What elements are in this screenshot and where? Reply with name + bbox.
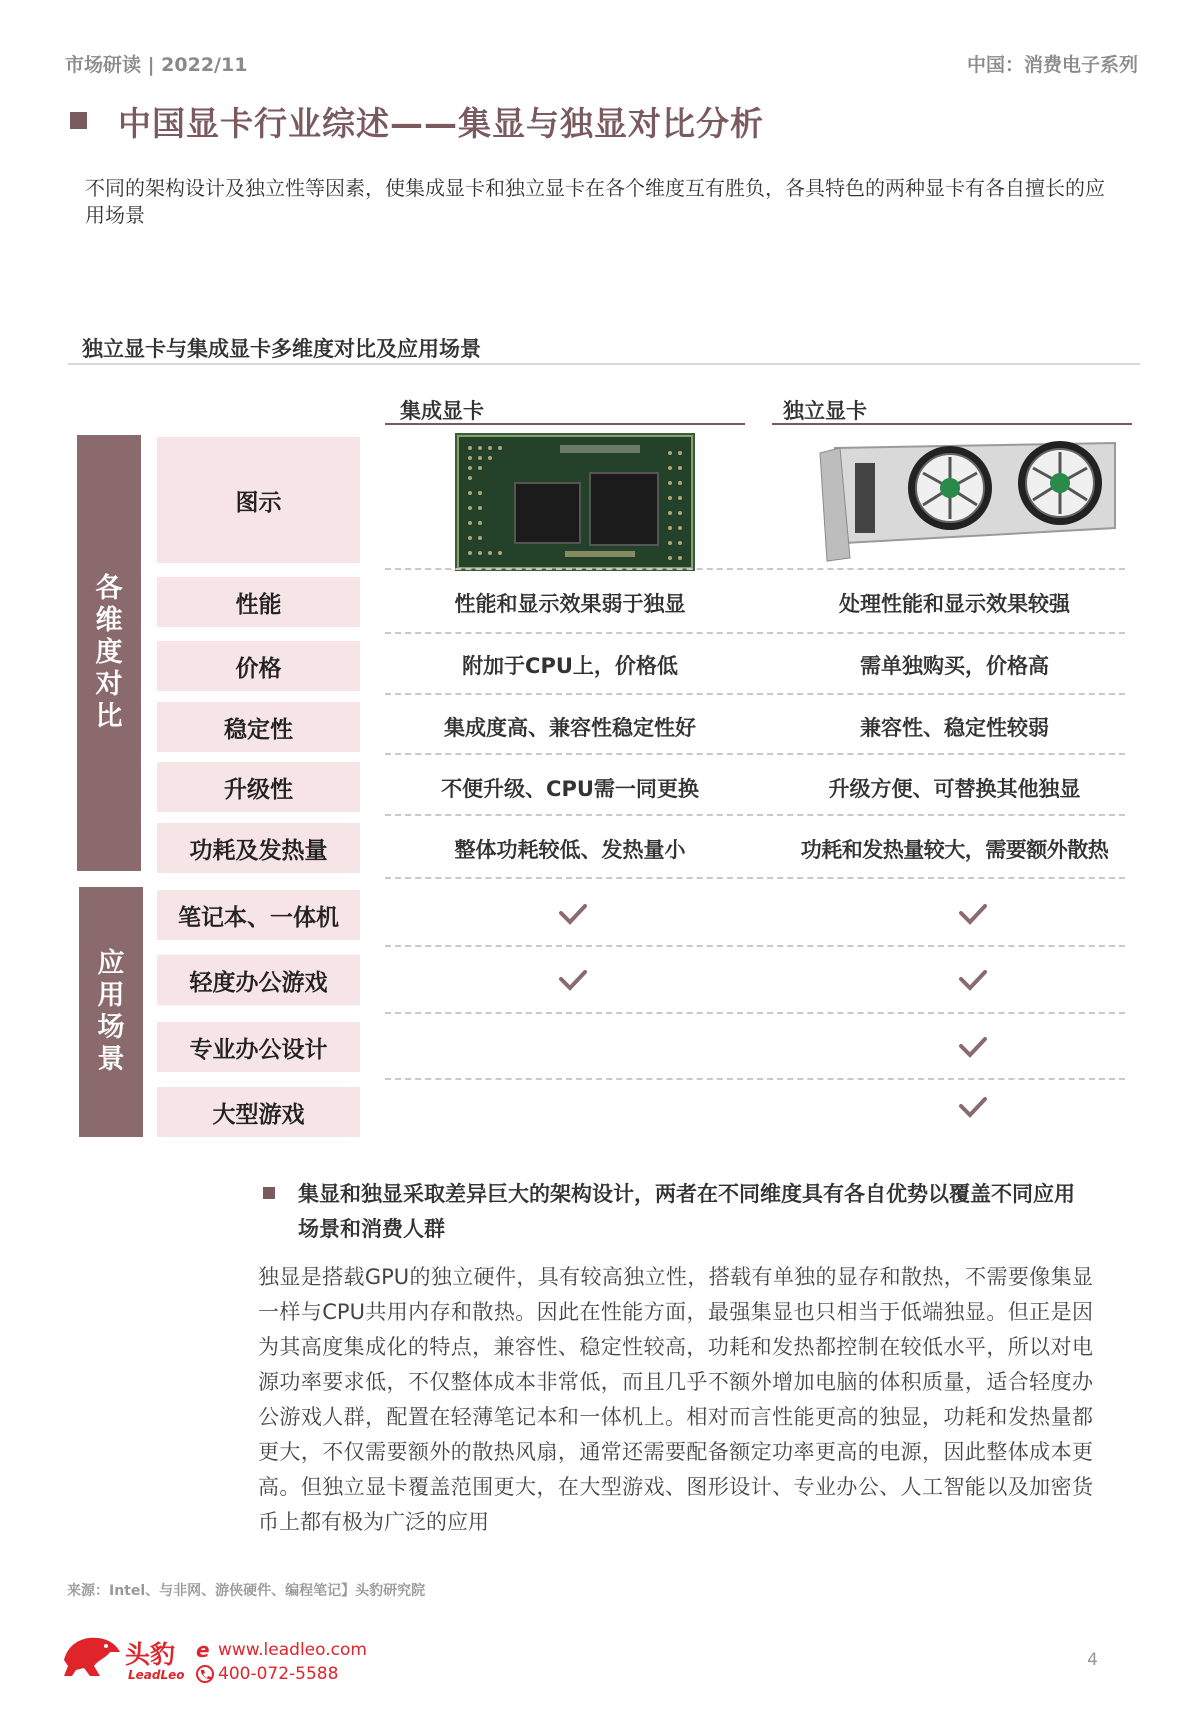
leopard-logo-icon [60, 1630, 122, 1678]
check-icon [958, 1035, 988, 1059]
phone-icon [195, 1664, 215, 1684]
row-divider [385, 693, 1125, 695]
discrete-gpu-card-image [815, 433, 1125, 563]
bullet-heading: 集显和独显采取差异巨大的架构设计，两者在不同维度具有各自优势以覆盖不同应用场景和消费人群 [298, 1182, 1075, 1241]
cell-discrete-stability: 兼容性、稳定性较弱 [860, 716, 1049, 740]
cell-integrated-stability: 集成度高、兼容性稳定性好 [444, 716, 696, 740]
row-divider [385, 877, 1125, 879]
row-label-power: 功耗及发热量 [157, 823, 360, 873]
web-e-icon [195, 1640, 215, 1660]
intro-paragraph: 不同的架构设计及独立性等因素，使集成显卡和独立显卡在各个维度互有胜负，各具特色的两种显卡有各自擅长的应用场景 [85, 176, 1105, 227]
page-number: 4 [1087, 1650, 1098, 1670]
header-left: 市场研读 | 2022/11 [65, 54, 248, 76]
check-icon [558, 902, 588, 926]
phone-number: 400-072-5588 [218, 1664, 339, 1684]
row-label-diagram: 图示 [157, 437, 360, 563]
row-label-stability: 稳定性 [157, 702, 360, 752]
cell-discrete-price: 需单独购买，价格高 [860, 654, 1049, 678]
column-underline-integrated [385, 423, 745, 425]
integrated-gpu-chip-image [455, 433, 695, 571]
title-square-icon [70, 112, 87, 129]
row-label-big-games: 大型游戏 [157, 1087, 360, 1137]
page-title: 中国显卡行业综述——集显与独显对比分析 [118, 104, 764, 143]
check-icon [558, 968, 588, 992]
header-right: 中国：消费电子系列 [966, 54, 1138, 76]
check-icon [958, 902, 988, 926]
cell-integrated-upgradability: 不便升级、CPU需一同更换 [441, 777, 699, 801]
category-bar-scenes [79, 887, 143, 1137]
row-divider [385, 1078, 1125, 1080]
row-label-performance: 性能 [157, 577, 360, 627]
row-label-pro-design: 专业办公设计 [157, 1022, 360, 1072]
row-divider [385, 568, 1125, 570]
bullet-square-icon [263, 1187, 275, 1199]
cell-discrete-performance: 处理性能和显示效果较强 [839, 592, 1070, 616]
check-icon [958, 1095, 988, 1119]
body-paragraph: 独显是搭载GPU的独立硬件，具有较高独立性，搭载有单独的显存和散热，不需要像集显一样与CPU共用内存和散热。因此在性能方面，最强集显也只相当于低端独显。但正是因为其高度集成化的特点，兼容性、稳定性较高，功耗和发热都控制在较低水平，所以对电源功率要求低，不仅整体成本非常低，而且几乎不额外增加电脑的体积质量，适合轻度办公游戏人群，配置在轻薄笔记本和一体机上。相对而言性能更高的独显，功耗和发热量都更大，不仅需要额外的散热风扇，通常还需要配备额定功率更高的电源，因此整体成本更高。但独立显卡覆盖范围更大，在大型游戏、图形设计、专业办公、人工智能以及加密货币上都有极为广泛的应用 [258, 1265, 1093, 1534]
category-label-compare: 各维度对比 [95, 573, 123, 732]
logo-text-en: LeadLeo [128, 1668, 185, 1682]
section-title: 独立显卡与集成显卡多维度对比及应用场景 [82, 337, 481, 361]
category-bar-compare [77, 435, 141, 871]
row-divider [385, 753, 1125, 755]
row-label-light-office: 轻度办公游戏 [157, 955, 360, 1005]
logo-text-cn: 头豹 [125, 1640, 176, 1669]
row-divider [385, 632, 1125, 634]
column-header-integrated: 集成显卡 [400, 399, 484, 423]
column-underline-discrete [772, 423, 1132, 425]
row-label-upgradability: 升级性 [157, 762, 360, 812]
website-link[interactable]: www.leadleo.com [218, 1640, 367, 1660]
cell-integrated-performance: 性能和显示效果弱于独显 [454, 592, 686, 616]
row-label-price: 价格 [157, 641, 360, 691]
category-label-scenes: 应用场景 [97, 948, 125, 1075]
cell-discrete-upgradability: 升级方便、可替换其他独显 [828, 777, 1081, 801]
source-note: 来源：Intel、与非网、游侠硬件、编程笔记】头豹研究院 [67, 1583, 426, 1599]
section-divider [68, 363, 1140, 365]
row-divider [385, 814, 1125, 816]
row-divider [385, 945, 1125, 947]
column-header-discrete: 独立显卡 [783, 399, 867, 423]
svg-text:e: e [196, 1640, 210, 1660]
check-icon [958, 968, 988, 992]
cell-integrated-power: 整体功耗较低、发热量小 [454, 838, 686, 862]
row-divider [385, 1012, 1125, 1014]
cell-discrete-power: 功耗和发热量较大，需要额外散热 [800, 838, 1109, 862]
row-label-laptop: 笔记本、一体机 [157, 890, 360, 940]
cell-integrated-price: 附加于CPU上，价格低 [462, 654, 678, 678]
